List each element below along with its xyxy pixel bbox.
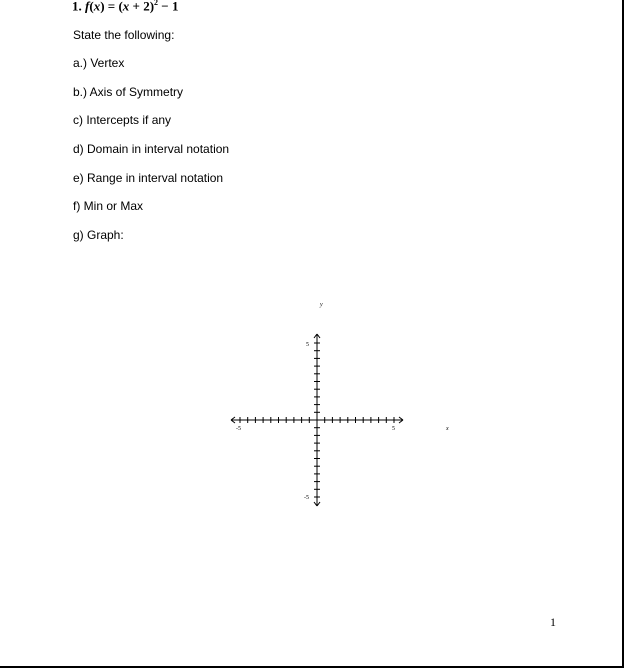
y-tick-label: -5 (304, 495, 309, 501)
x-tick-label: -5 (236, 426, 241, 432)
instruction-item: b.) Axis of Symmetry (73, 85, 184, 99)
function-name: f (85, 0, 90, 14)
page-number: 1 (550, 615, 556, 629)
y-tick-label: 5 (306, 342, 309, 348)
instruction-item: d) Domain in interval notation (73, 142, 230, 156)
function-variable: x (93, 0, 101, 14)
problem-title: 1. $f(x) = (x + 2)^2 - 1$ (72, 0, 179, 14)
equation-part: = ( (104, 0, 123, 14)
equation-part: + 2) (129, 0, 155, 14)
problem-number: 1. (72, 0, 82, 14)
instruction-item: c) Intercepts if any (73, 113, 172, 127)
x-axis-label: x (446, 426, 449, 432)
instruction-item: f) Min or Max (73, 199, 144, 213)
coordinate-grid (180, 292, 460, 552)
instruction-item: e) Range in interval notation (73, 171, 224, 185)
instructions-heading: State the following: (73, 28, 175, 42)
instruction-item: a.) Vertex (73, 56, 125, 70)
instruction-item: g) Graph: (73, 228, 124, 242)
y-axis-label: y (320, 302, 323, 308)
equation-part: − 1 (158, 0, 179, 14)
equation-variable: x (122, 0, 130, 14)
equation-exponent: 2 (154, 0, 159, 7)
x-tick-label: 5 (392, 426, 395, 432)
